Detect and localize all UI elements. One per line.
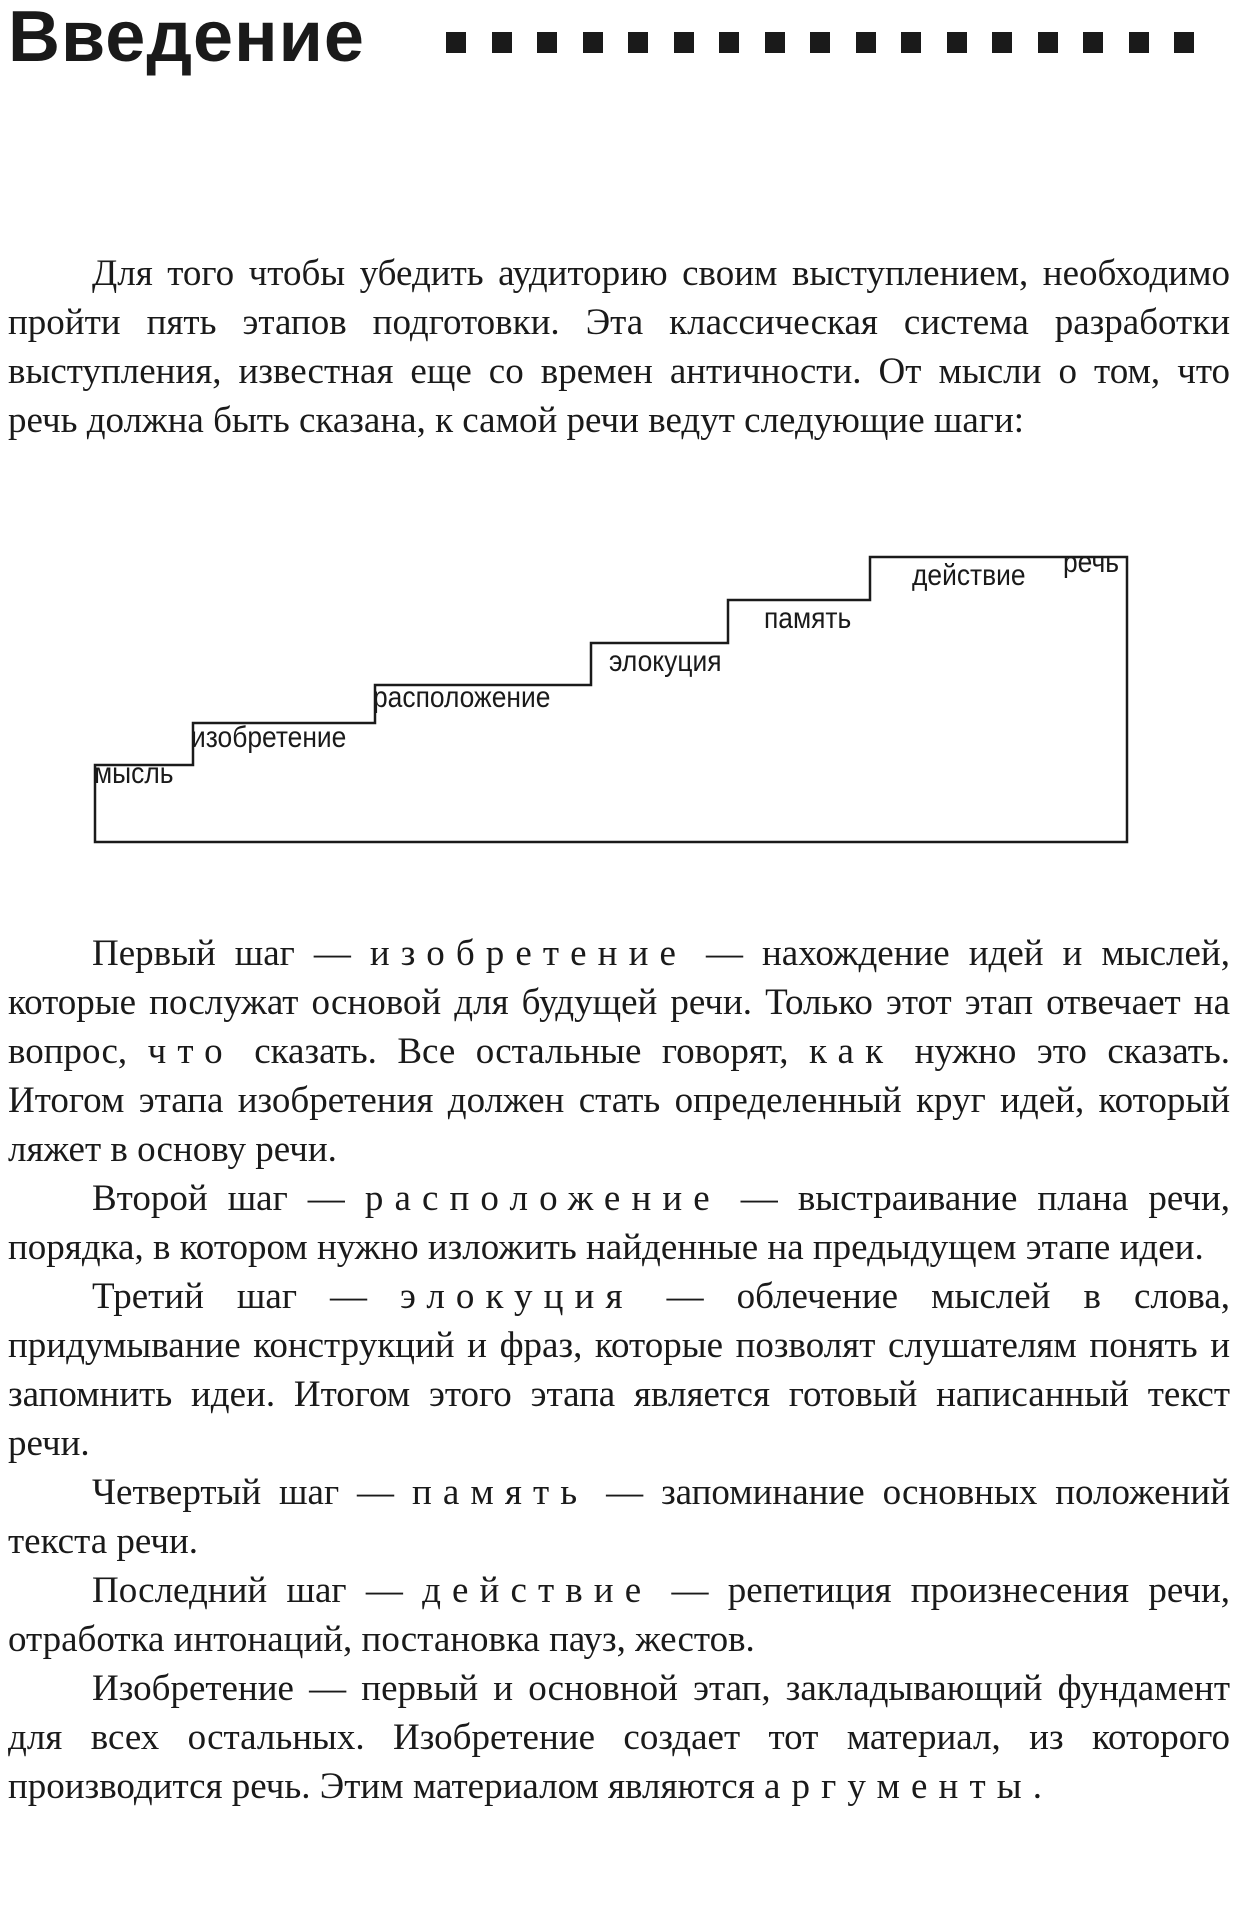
heading-block — [856, 32, 876, 53]
chapter-title: Введение — [8, 0, 365, 77]
heading-block — [765, 32, 785, 53]
step-label-elocution: элокуция — [609, 645, 722, 678]
steps-description — [8, 929, 1230, 1811]
spaced-term: аргументы — [764, 1766, 1033, 1807]
heading-block — [947, 32, 967, 53]
spaced-term: как — [809, 1031, 895, 1072]
paragraph-action — [8, 1566, 1230, 1664]
spaced-term: изобретение — [369, 933, 688, 974]
paragraph-invention-summary — [8, 1664, 1230, 1811]
heading-block — [1129, 32, 1149, 53]
step-label-action: действие — [912, 559, 1026, 592]
heading-block — [1174, 32, 1194, 53]
heading-block — [901, 32, 921, 53]
text-run: — нахождение идей и мыслей, которые послужат основой для будущей речи. Только этот этап отвечает на вопрос, — [8, 933, 1230, 1072]
text-run: Последний шаг — — [92, 1570, 423, 1611]
text-run: — репетиция произнесения речи, отработка интонаций, постановка пауз, жестов. — [8, 1570, 1230, 1660]
text-run: . — [1032, 1766, 1042, 1807]
staircase-diagram — [90, 545, 1150, 845]
intro-paragraph: Для того чтобы убедить аудиторию своим выступлением, необходимо пройти пять этапов подготовки. Эта классическая система разработки выступления, известная еще со времен античности. От мысли о том, что речь должна быть сказана, к самой речи ведут следующие шаги: — [8, 253, 1230, 441]
heading-block — [583, 32, 603, 53]
text-run: Третий шаг — — [92, 1276, 401, 1317]
paragraph-memory — [8, 1468, 1230, 1566]
paragraph-invention — [8, 929, 1230, 1174]
step-label-disposition: расположение — [373, 681, 551, 714]
heading-block — [1038, 32, 1058, 53]
intro-text — [8, 249, 1230, 445]
text-run: Первый шаг — — [92, 933, 370, 974]
heading-ornament — [446, 32, 1226, 62]
text-run: — облечение мыслей в слова, придумывание конструкций и фраз, которые позволят слушателям понять и запомнить идеи. Итогом этого этапа является готовый написанный текст речи. — [8, 1276, 1230, 1464]
step-label-memory: память — [764, 602, 852, 635]
step-label-invention: изобретение — [191, 721, 347, 754]
heading-block — [492, 32, 512, 53]
heading-block — [719, 32, 739, 53]
text-run: — запоминание основных положений текста речи. — [8, 1472, 1231, 1562]
spaced-term: расположение — [364, 1178, 721, 1219]
heading-block — [674, 32, 694, 53]
heading-block — [992, 32, 1012, 53]
step-label-speech: речь — [1063, 546, 1120, 579]
heading-block — [446, 32, 466, 53]
heading-block — [537, 32, 557, 53]
heading-block — [1083, 32, 1103, 53]
text-run: Изобретение — первый и основной этап, закладывающий фундамент для всех остальных. Изобретение создает тот материал, из которого производится речь. Этим материалом являются — [8, 1668, 1230, 1807]
spaced-term: действие — [422, 1570, 653, 1611]
text-run: — выстраивание плана речи, порядка, в котором нужно изложить найденные на предыдущем этапе идеи. — [8, 1178, 1230, 1268]
text-run: Второй шаг — — [92, 1178, 365, 1219]
paragraph-elocution — [8, 1272, 1230, 1468]
spaced-term: память — [411, 1472, 589, 1513]
step-label-thought: мысль — [94, 757, 174, 790]
heading-block — [628, 32, 648, 53]
spaced-term: что — [147, 1031, 234, 1072]
text-run: сказать. Все остальные говорят, — [233, 1031, 810, 1072]
staircase-line — [95, 557, 1127, 842]
chapter-heading — [8, 0, 1240, 77]
text-run: Четвертый шаг — — [92, 1472, 412, 1513]
spaced-term: элокуция — [400, 1276, 634, 1317]
heading-block — [810, 32, 830, 53]
text-run: нужно это сказать. Итогом этапа изобретения должен стать определенный круг идей, который ляжет в основу речи. — [8, 1031, 1230, 1170]
paragraph-disposition — [8, 1174, 1230, 1272]
